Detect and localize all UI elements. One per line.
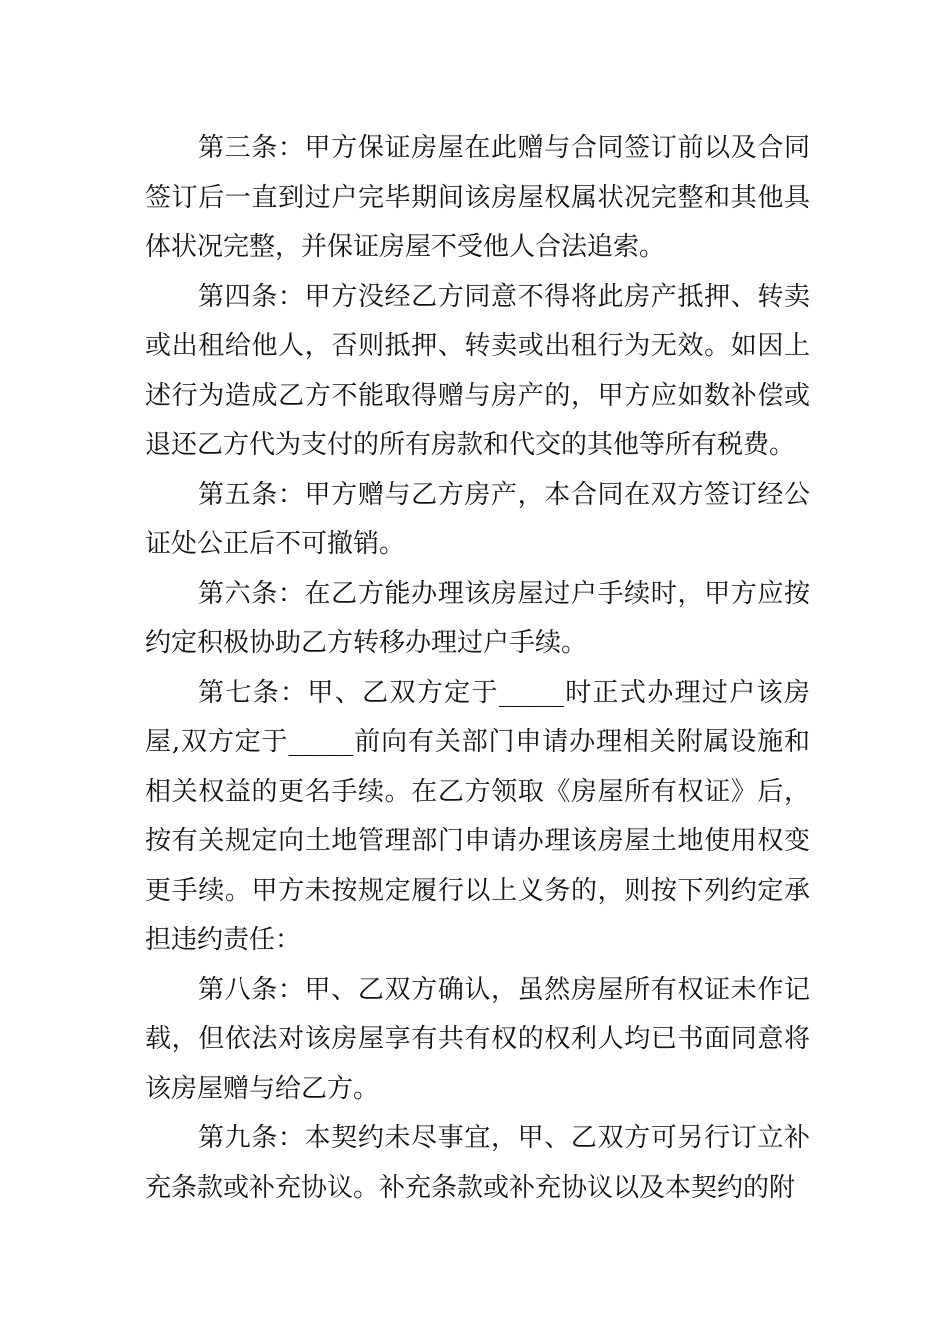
document-body: [145, 124, 810, 1213]
clause-7-paragraph: 第七条：甲、乙双方定于_____时正式办理过户该房屋,双方定于_____前向有关部门申请办理相关附属设施和相关权益的更名手续。在乙方领取《房屋所有权证》后，按有关规定向土地管理部门申请办理该房屋土地使用权变更手续。甲方未按规定履行以上义务的，则按下列约定承担违约责任：: [145, 677, 810, 955]
clause-9-paragraph: 第九条：本契约未尽事宜，甲、乙双方可另行订立补充条款或补充协议。补充条款或补充协议以及本契约的附: [145, 1123, 810, 1203]
clause-4-paragraph: 第四条：甲方没经乙方同意不得将此房产抵押、转卖或出租给他人，否则抵押、转卖或出租行为无效。如因上述行为造成乙方不能取得赠与房产的，甲方应如数补偿或退还乙方代为支付的所有房款和代交的其他等所有税费。: [145, 281, 810, 460]
clause-5-paragraph: 第五条：甲方赠与乙方房产，本合同在双方签订经公证处公正后不可撤销。: [145, 479, 810, 559]
clause-3-paragraph: 第三条：甲方保证房屋在此赠与合同签订前以及合同签订后一直到过户完毕期间该房屋权属状况完整和其他具体状况完整，并保证房屋不受他人合法追索。: [145, 133, 810, 262]
clause-6-paragraph: 第六条：在乙方能办理该房屋过户手续时，甲方应按约定积极协助乙方转移办理过户手续。: [145, 578, 810, 658]
clause-8-paragraph: 第八条：甲、乙双方确认，虽然房屋所有权证未作记载，但依法对该房屋享有共有权的权利人均已书面同意将该房屋赠与给乙方。: [145, 974, 810, 1104]
